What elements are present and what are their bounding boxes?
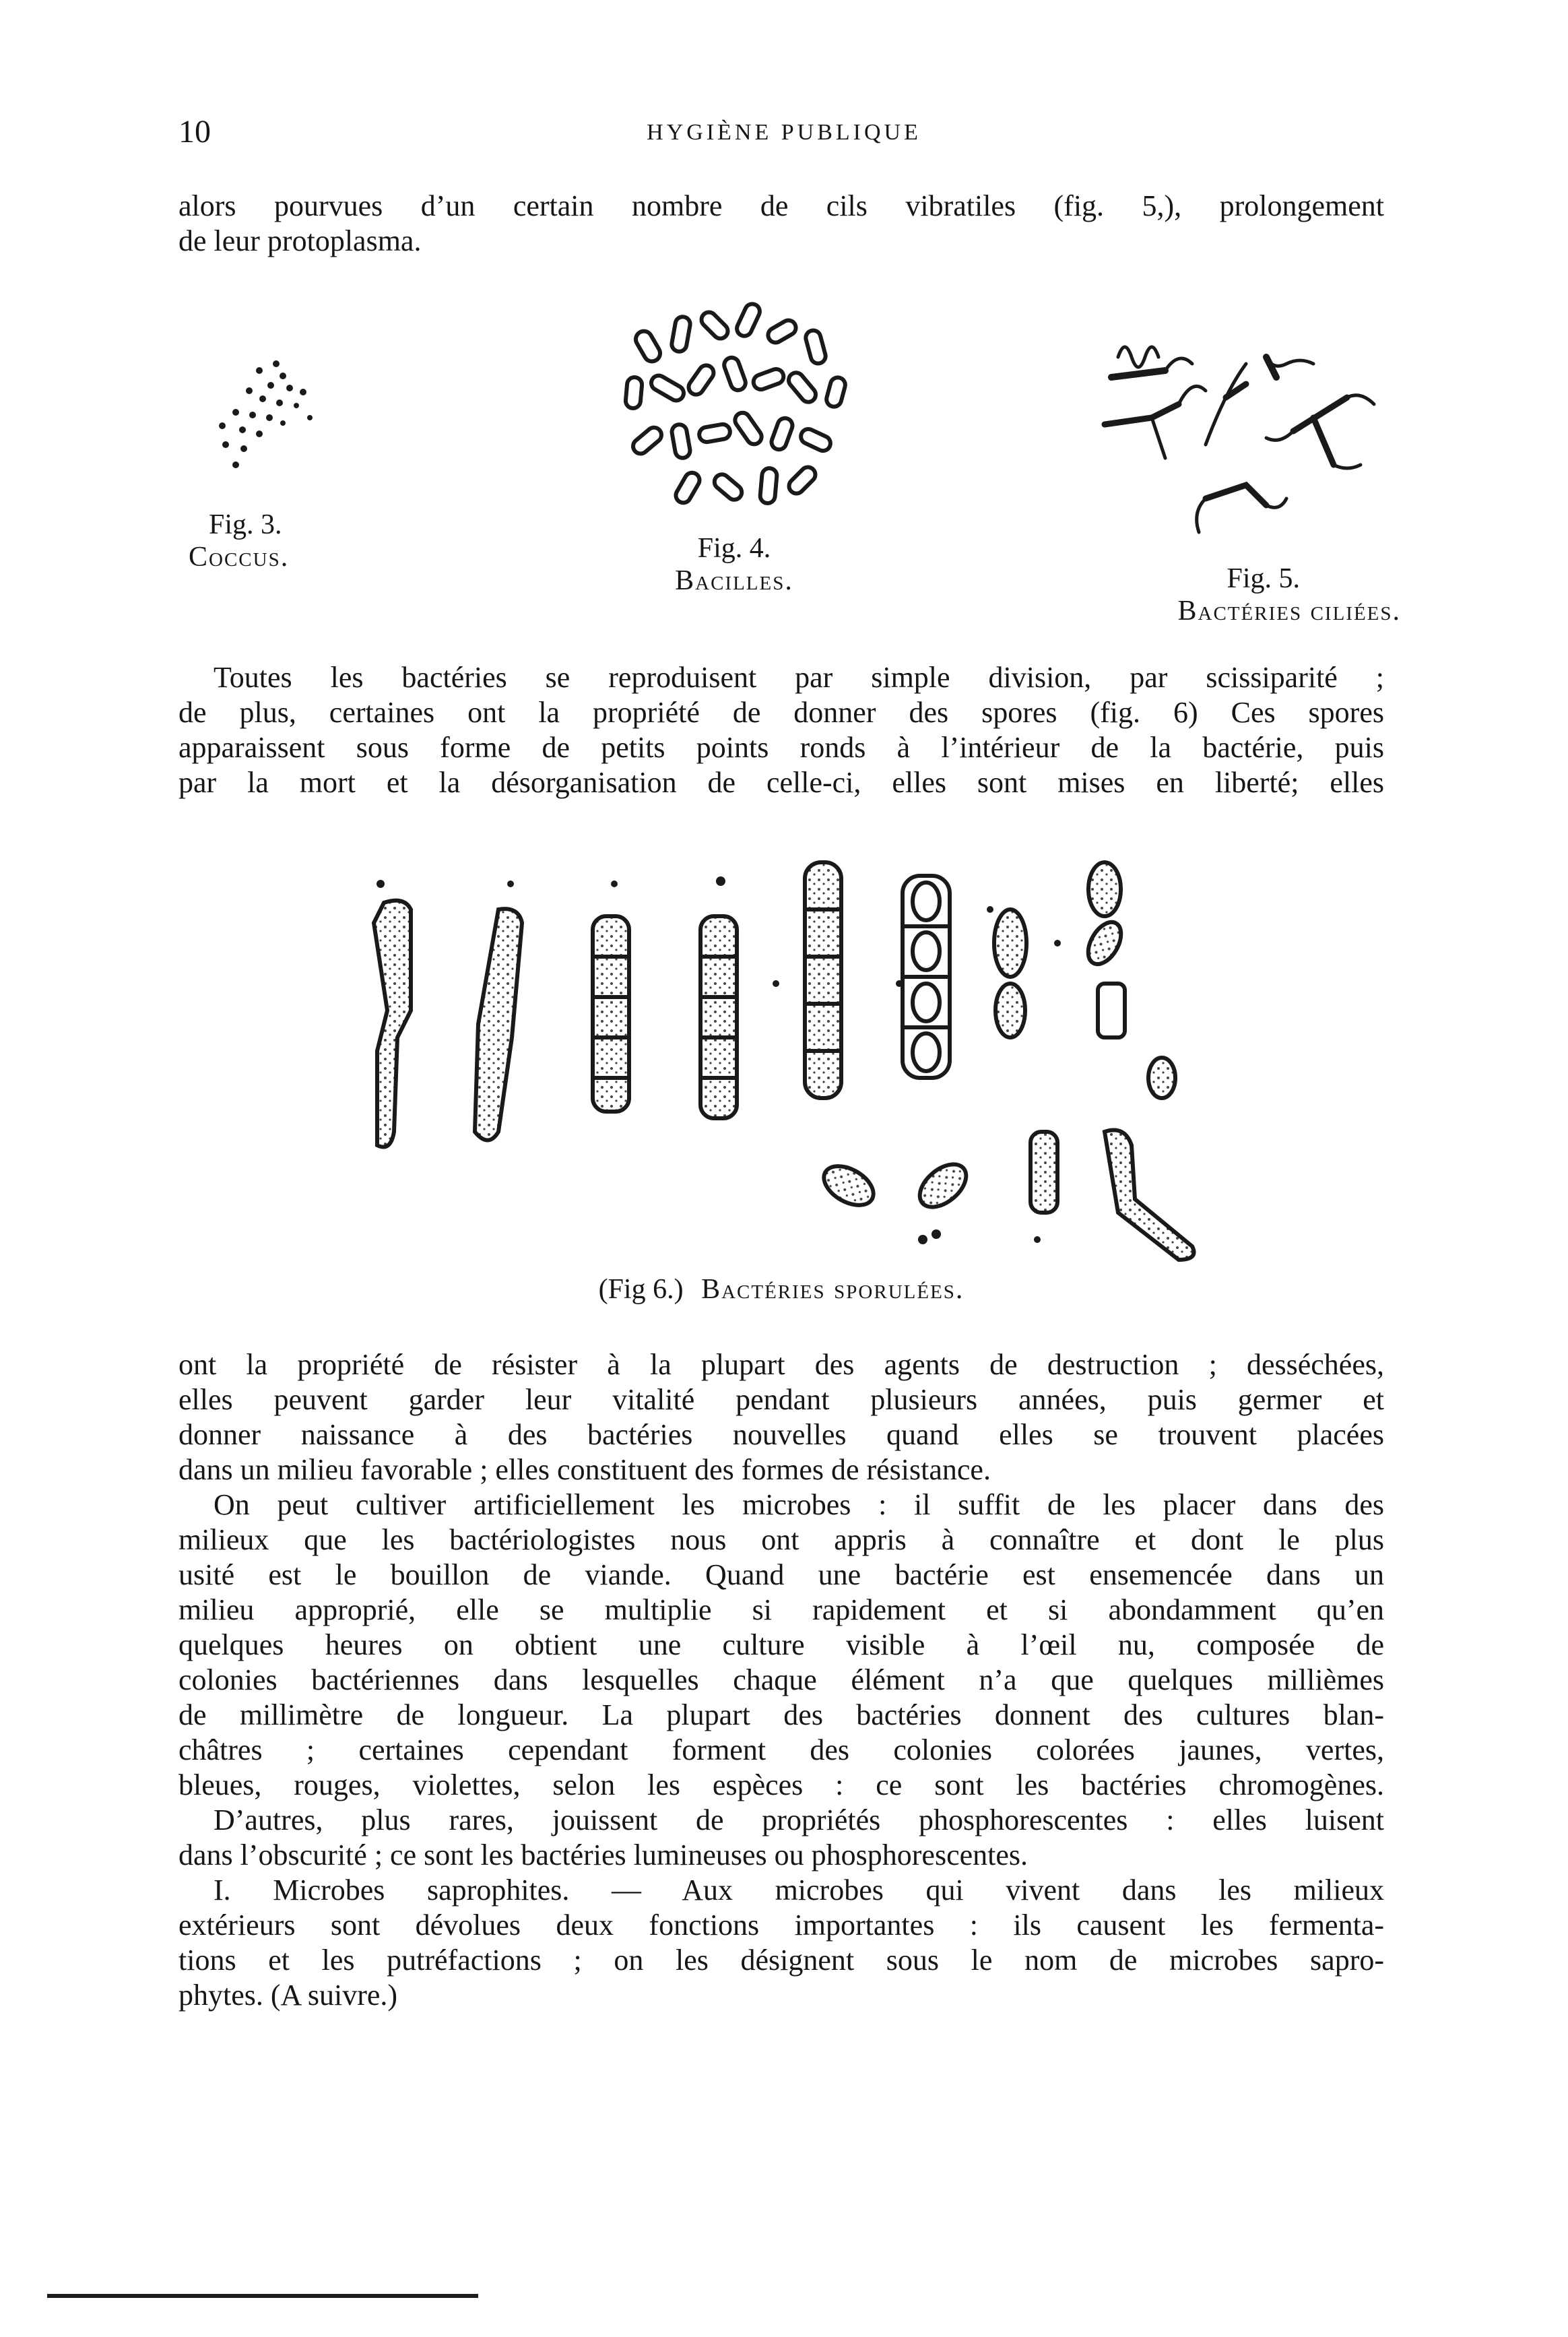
figure-bacteries-ciliees-caption	[1051, 563, 1401, 627]
text-line: colonies bactériennes dans lesquelles chaque élément n’a que quelques millièmes	[178, 1663, 1384, 1696]
text-line: milieux que les bactériologistes nous ont appris à connaître et dont le plus	[178, 1523, 1384, 1556]
figure-bacteries-ciliees	[1091, 317, 1387, 559]
text-line: par la mort et la désorganisation de celle-ci, elles sont mises en liberté; elles	[178, 766, 1384, 799]
text-line: alors pourvues d’un certain nombre de cils vibratiles (fig. 5,), prolongement	[178, 189, 1384, 222]
paragraph-spores-cultures	[178, 1347, 1384, 2013]
text-line: D’autres, plus rares, jouissent de propriétés phosphorescentes : elles luisent	[214, 1803, 1384, 1836]
text-line: quelques heures on obtient une culture visible à l’œil nu, composée de	[178, 1628, 1384, 1661]
text-line: donner naissance à des bactéries nouvelles quand elles se trouvent placées	[178, 1418, 1384, 1451]
text-line: usité est le bouillon de viande. Quand une bactérie est ensemencée dans un	[178, 1558, 1384, 1591]
text-line: dans un milieu favorable ; elles constituent des formes de résistance.	[178, 1453, 991, 1486]
text-line: apparaissent sous forme de petits points ronds à l’intérieur de la bactérie, puis	[178, 731, 1384, 764]
text-line: extérieurs sont dévolues deux fonctions importantes : ils causent les fermenta-	[178, 1909, 1384, 1942]
text-line: châtres ; certaines cependant forment des colonies colorées jaunes, vertes,	[178, 1733, 1384, 1766]
text-line: bleues, rouges, violettes, selon les espèces : ce sont les bactéries chromogènes.	[178, 1768, 1384, 1801]
text-line: tions et les putréfactions ; on les désignent sous le nom de microbes sapro-	[178, 1944, 1384, 1977]
text-line: On peut cultiver artificiellement les microbes : il suffit de les placer dans des	[214, 1488, 1384, 1521]
text-line: elles peuvent garder leur vitalité pendant plusieurs années, puis germer et	[178, 1383, 1384, 1416]
text-line: dans l’obscurité ; ce sont les bactéries lumineuses ou phosphorescentes.	[178, 1838, 1028, 1871]
text-line: I. Microbes saprophites. — Aux microbes qui vivent dans les milieux	[214, 1874, 1384, 1907]
figure-number: Fig. 4.	[697, 533, 771, 564]
running-title: HYGIÈNE PUBLIQUE	[647, 120, 921, 145]
scan-artifact-rule	[47, 2294, 478, 2298]
figure-coccus	[195, 350, 370, 512]
figure-bacteries-sporulees	[364, 849, 1239, 1267]
figure-bacilles-caption	[626, 532, 842, 597]
paragraph-intro	[178, 189, 1384, 259]
text-line: de plus, certaines ont la propriété de donner des spores (fig. 6) Ces spores	[178, 696, 1384, 729]
figure-number: Fig. 5.	[1227, 563, 1300, 594]
text-line: Toutes les bactéries se reproduisent par simple division, par scissiparité ;	[214, 661, 1384, 694]
figure-number: Fig. 3.	[209, 509, 282, 540]
figure-label: Bactéries sporulées.	[701, 1274, 965, 1305]
figure-coccus-caption	[189, 509, 350, 573]
figure-bacteries-sporulees-caption	[471, 1273, 1091, 1306]
figure-label: Bactéries ciliées.	[1177, 596, 1401, 627]
text-line: phytes. (A suivre.)	[178, 1979, 398, 2012]
figure-label: Bacilles.	[675, 565, 793, 596]
text-line: milieu approprié, elle se multiplie si rapidement et si abondamment qu’en	[178, 1593, 1384, 1626]
page-number: 10	[178, 114, 211, 150]
figure-label: Coccus.	[189, 542, 290, 573]
paragraph-reproduction	[178, 660, 1384, 800]
text-line: de millimètre de longueur. La plupart des bactéries donnent des cultures blan-	[178, 1698, 1384, 1731]
text-line: ont la propriété de résister à la plupart des agents de destruction ; desséchées,	[178, 1348, 1384, 1381]
figure-number: (Fig 6.)	[598, 1274, 684, 1305]
text-line: de leur protoplasma.	[178, 224, 422, 257]
figure-bacilles	[599, 290, 889, 532]
